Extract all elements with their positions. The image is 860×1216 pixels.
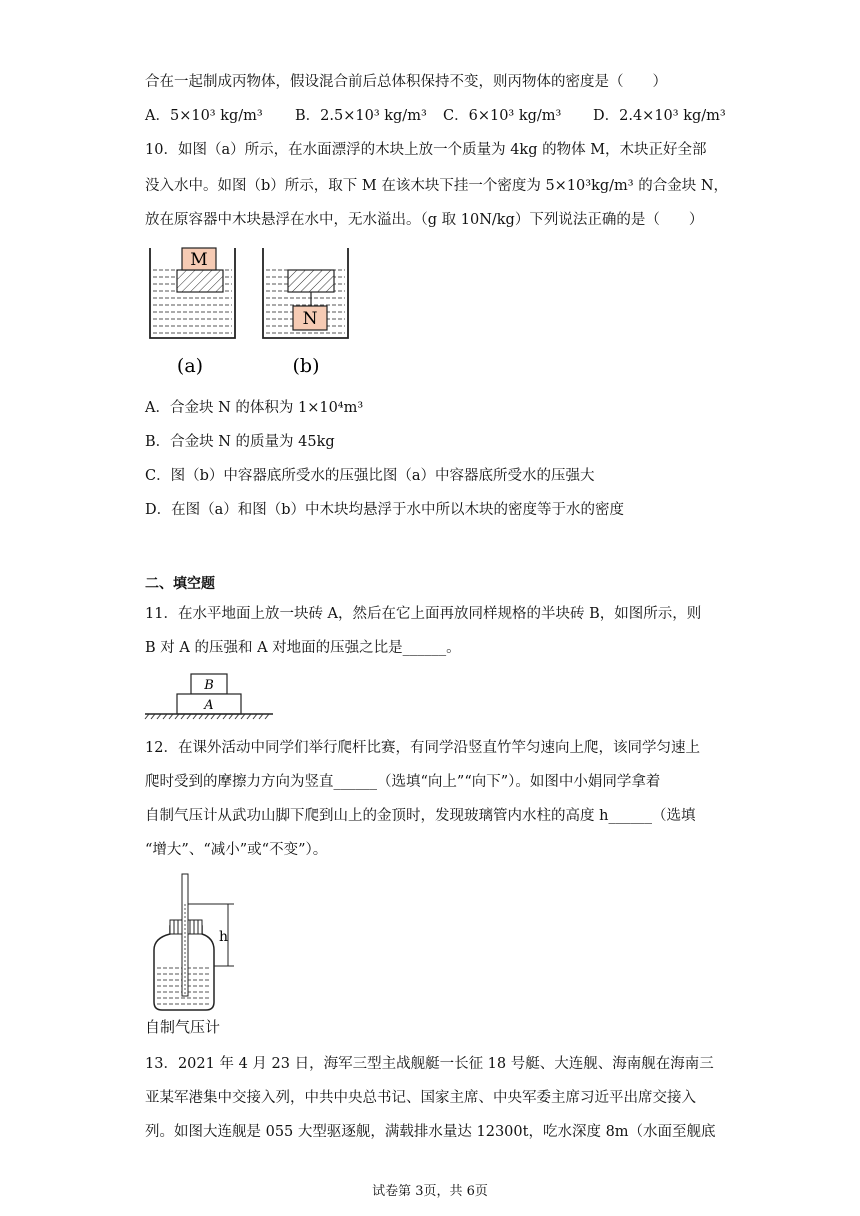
q12-line-4: “增大”、“减小”或“不变”）。 [145, 842, 328, 858]
q13-line-2: 亚某军港集中交接入列，中共中央总书记、国家主席、中央军委主席习近平出席交接入 [145, 1090, 696, 1106]
container-b [263, 248, 348, 338]
page-footer: 试卷第 3页，共 6页 [372, 1184, 488, 1199]
q11-line-1: 11．在水平地面上放一块砖 A，然后在它上面再放同样规格的半块砖 B，如图所示，则 [145, 606, 702, 622]
q10-option-a: A．合金块 N 的体积为 1×10⁴m³ [145, 400, 364, 416]
q12-line-3: 自制气压计从武功山脚下爬到山上的金顶时，发现玻璃管内水柱的高度 h______（选填 [145, 808, 696, 824]
brick-b-label: B [204, 678, 214, 693]
q10-figure [140, 240, 360, 385]
q9-option-c: C．6×10³ kg/m³ [443, 108, 562, 124]
q10-option-c: C．图（b）中容器底所受水的压强比图（a）中容器底所受水的压强大 [145, 468, 595, 484]
section-title: 二、填空题 [145, 576, 215, 592]
container-a [150, 248, 235, 338]
barometer-figure [142, 870, 252, 1040]
q9-stem-tail: 合在一起制成丙物体，假设混合前后总体积保持不变，则丙物体的密度是（ ） [145, 74, 667, 90]
q9-option-d: D．2.4×10³ kg/m³ [593, 108, 726, 124]
q10-line-2: 没入水中。如图（b）所示，取下 M 在该木块下挂一个密度为 5×10³kg/m³ 的合金块 N， [145, 178, 729, 194]
q10-option-d: D．在图（a）和图（b）中木块均悬浮于水中所以木块的密度等于水的密度 [145, 502, 625, 518]
figure-label-b: (b) [292, 355, 320, 377]
barometer-caption: 自制气压计 [145, 1018, 221, 1036]
q9-option-a: A．5×10³ kg/m³ [145, 108, 263, 124]
q10-line-1: 10．如图（a）所示，在水面漂浮的木块上放一个质量为 4kg 的物体 M，木块正好全部 [145, 142, 707, 158]
h-label: h [219, 929, 229, 945]
block-n-label: N [302, 309, 318, 329]
q11-line-2: B 对 A 的压强和 A 对地面的压强之比是______。 [145, 640, 461, 656]
q12-line-1: 12．在课外活动中同学们举行爬杆比赛，有同学沿竖直竹竿匀速向上爬，该同学匀速上 [145, 740, 700, 756]
q13-line-3: 列。如图大连舰是 055 大型驱逐舰，满载排水量达 12300t，吃水深度 8m（水面至舰底 [145, 1124, 716, 1140]
figure-label-a: (a) [176, 355, 204, 377]
q13-line-1: 13．2021 年 4 月 23 日，海军三型主战舰艇一长征 18 号艇、大连舰、海南舰在海南三 [145, 1056, 714, 1072]
q10-option-b: B．合金块 N 的质量为 45kg [145, 434, 335, 450]
block-m-label: M [190, 250, 208, 270]
brick-a-label: A [204, 698, 214, 713]
q12-line-2: 爬时受到的摩擦力方向为竖直______（选填“向上”“向下”）。如图中小娟同学拿着 [145, 774, 661, 790]
q11-figure [143, 668, 278, 722]
q9-option-b: B．2.5×10³ kg/m³ [295, 108, 427, 124]
q10-line-3: 放在原容器中木块悬浮在水中，无水溢出。（g 取 10N/kg）下列说法正确的是（ ） [145, 212, 704, 228]
